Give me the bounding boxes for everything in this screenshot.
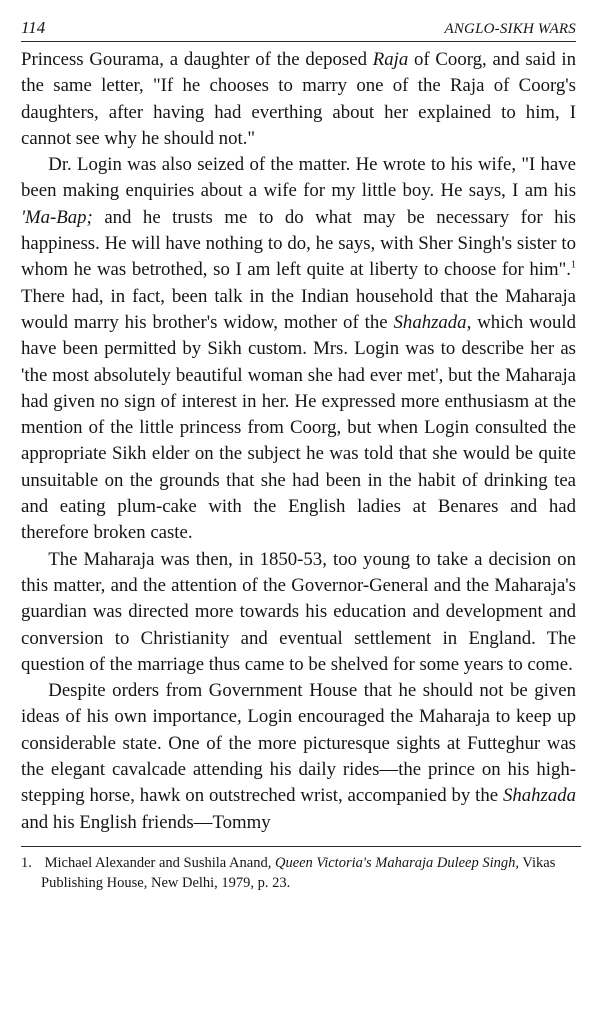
text-run: Dr. Login was also seized of the matter. He wrote to his wife, "I have been making enquiries about a wife for my little boy. He says, I am his	[21, 154, 576, 202]
footnote-divider	[21, 846, 581, 847]
text-run: Michael Alexander and Sushila Anand,	[44, 854, 275, 871]
text-run: and his English friends—Tommy	[21, 811, 271, 833]
italic-text: Raja	[372, 49, 409, 70]
footnote-label: 1.	[21, 854, 32, 871]
text-run: There had, in fact, been talk in the Indian household that the Maharaja would marry his brother's widow, mother of the	[21, 285, 576, 333]
paragraph	[21, 152, 576, 546]
running-head: ANGLO-SIKH WARS	[444, 21, 576, 37]
footnote-ref: 1	[571, 260, 576, 272]
italic-text: 'Ma-Bap;	[21, 206, 93, 228]
footnote	[21, 853, 576, 893]
italic-text: Queen Victoria's Maharaja Duleep Singh,	[274, 854, 520, 871]
text-run: and he trusts me to do what may be necessary for his happiness. He will have nothing to do, he says, with Sher Singh's sister to whom he was betrothed, so I am left quite at liberty to choose for him".	[21, 206, 576, 281]
paragraph	[21, 547, 576, 678]
text-run: Princess Gourama, a daughter of the deposed	[21, 49, 373, 70]
italic-text: Shahzada,	[393, 311, 472, 333]
text-run: Despite orders from Government House that he should not be given ideas of his own importance, Login encouraged the Maharaja to keep up considerable state. One of the more picturesque sights at Futteghur was the elegant cavalcade attending his daily rides—the prince on his high-stepping horse, hawk on outstreched wrist, accompanied by the	[21, 680, 576, 807]
page-header	[21, 18, 576, 42]
text-run: which would have been permitted by Sikh custom. Mrs. Login was to describe her as 'the most absolutely beautiful woman she had ever met', but the Maharaja had given no sign of interest in her. He expressed more enthusiasm at the mention of the little princess from Coorg, but when Login consulted the appropriate Sikh elder on the subject he was told that she would be quite unsuitable on the grounds that she had been in the habit of drinking tea and eating plum-cake with the English ladies at Benares and had therefore broken caste.	[21, 311, 577, 544]
paragraph	[21, 678, 576, 836]
paragraph	[21, 47, 576, 152]
text-run: Vikas Publishing House, New Delhi, 1979, p. 23.	[41, 854, 556, 891]
italic-text: Shahzada	[502, 785, 576, 807]
body-text	[21, 47, 576, 836]
page-number: 114	[21, 18, 46, 37]
text-run: of Coorg, and said in the same letter, "If he chooses to marry one of the Raja of Coorg's daughters, after having had everthing about her explained to him, I cannot see why he should not."	[21, 49, 576, 149]
text-run: The Maharaja was then, in 1850-53, too young to take a decision on this matter, and the attention of the Governor-General and the Maharaja's guardian was directed more towards his education and development and conversion to Christianity and eventual settlement in England. The question of the marriage thus came to be shelved for some years to come.	[21, 548, 576, 675]
